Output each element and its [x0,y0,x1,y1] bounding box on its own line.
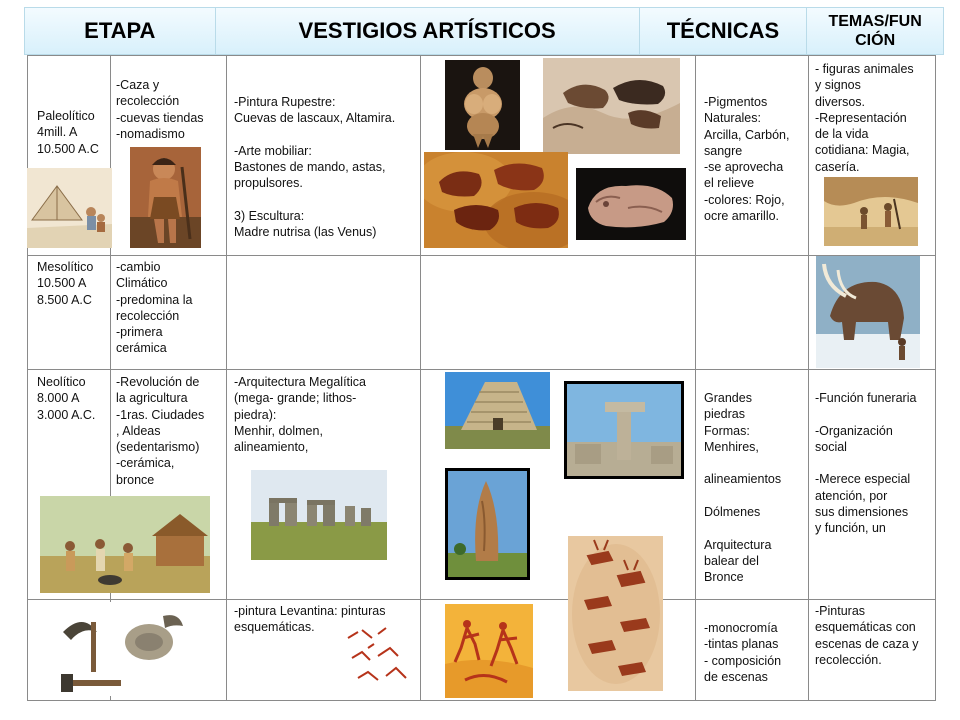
stonehenge-image [251,470,387,560]
paleolitico-etapa: Paleolítico 4mill. A 10.500 A.C [37,109,99,156]
mesolitico-sociedad: -cambio Climático -predomina la recolección -primera cerámica [116,260,193,356]
naveta-image [445,372,550,449]
venus-figurine-image [445,60,520,150]
paleolitico-vestigios: -Pintura Rupestre: Cuevas de lascaux, Altamira. -Arte mobiliar: Bastones de mando, astas, propulsores. 3) Escultura: Madre nutrisa (las Venus) [234,95,396,240]
header-vestigios: VESTIGIOS ARTÍSTICOS [216,8,640,54]
paleolitico-tecnicas: -Pigmentos Naturales: Arcilla, Carbón, sangre -se aprovecha el relieve -colores: Rojo, ocre amarillo. [704,95,790,224]
header-temas: TEMAS/FUN CIÓN [828,13,922,49]
neolitico-vestigios: -Arquitectura Megalítica (mega- grande; lithos- piedra): Menhir, dolmen, alineamiento, [234,375,367,455]
hunting-scene-image [824,177,918,246]
taula-image [564,381,684,479]
levantina-temas: -Pinturas esquemáticas con escenas de caza y recolección. [815,604,919,667]
mammoth-hunt-image [816,256,920,368]
header-tecnicas: TÉCNICAS [640,8,808,54]
neolitico-tecnicas: Grandes piedras Formas: Menhires, alineamientos Dólmenes Arquitectura balear del Bronce [704,391,782,585]
paleolitico-sociedad: -Caza y recolección -cuevas tiendas -nomadismo [116,78,204,141]
header-etapa: ETAPA [25,8,216,54]
altamira-bison-image [424,152,568,248]
menhir-image [445,468,530,580]
carved-animal-image [576,168,686,240]
neolitico-sociedad: -Revolución de la agricultura -1ras. Ciudades , Aldeas (sedentarismo) -cerámica, bronce [116,375,205,487]
levantine-deer-image [568,536,663,691]
caveman-illustration-image [130,147,201,248]
levantina-vestigios: -pintura Levantina: pinturas esquemáticas. [234,604,386,635]
levantina-tecnicas: -monocromía -tintas planas - composición de escenas [704,621,782,684]
table-header [24,7,944,55]
neolitico-etapa: Neolítico 8.000 A 3.000 A.C. [37,375,96,422]
neolithic-tools-image [53,602,190,696]
paleolithic-camp-image [27,168,112,248]
cave-painting-horses-image [543,58,680,154]
neolithic-farm-image [40,496,210,593]
paleolitico-temas: - figuras animales y signos diversos. -Representación de la vida cotidiana: Magia, casería. [815,62,914,174]
neolitico-temas: -Función funeraria -Organización social -Merece especial atención, por sus dimensiones y función, un [815,391,917,536]
levantine-painting-red-image [445,604,533,698]
levantine-sketch-image [338,618,418,698]
mesolitico-etapa: Mesolítico 10.500 A 8.500 A.C [37,260,94,307]
